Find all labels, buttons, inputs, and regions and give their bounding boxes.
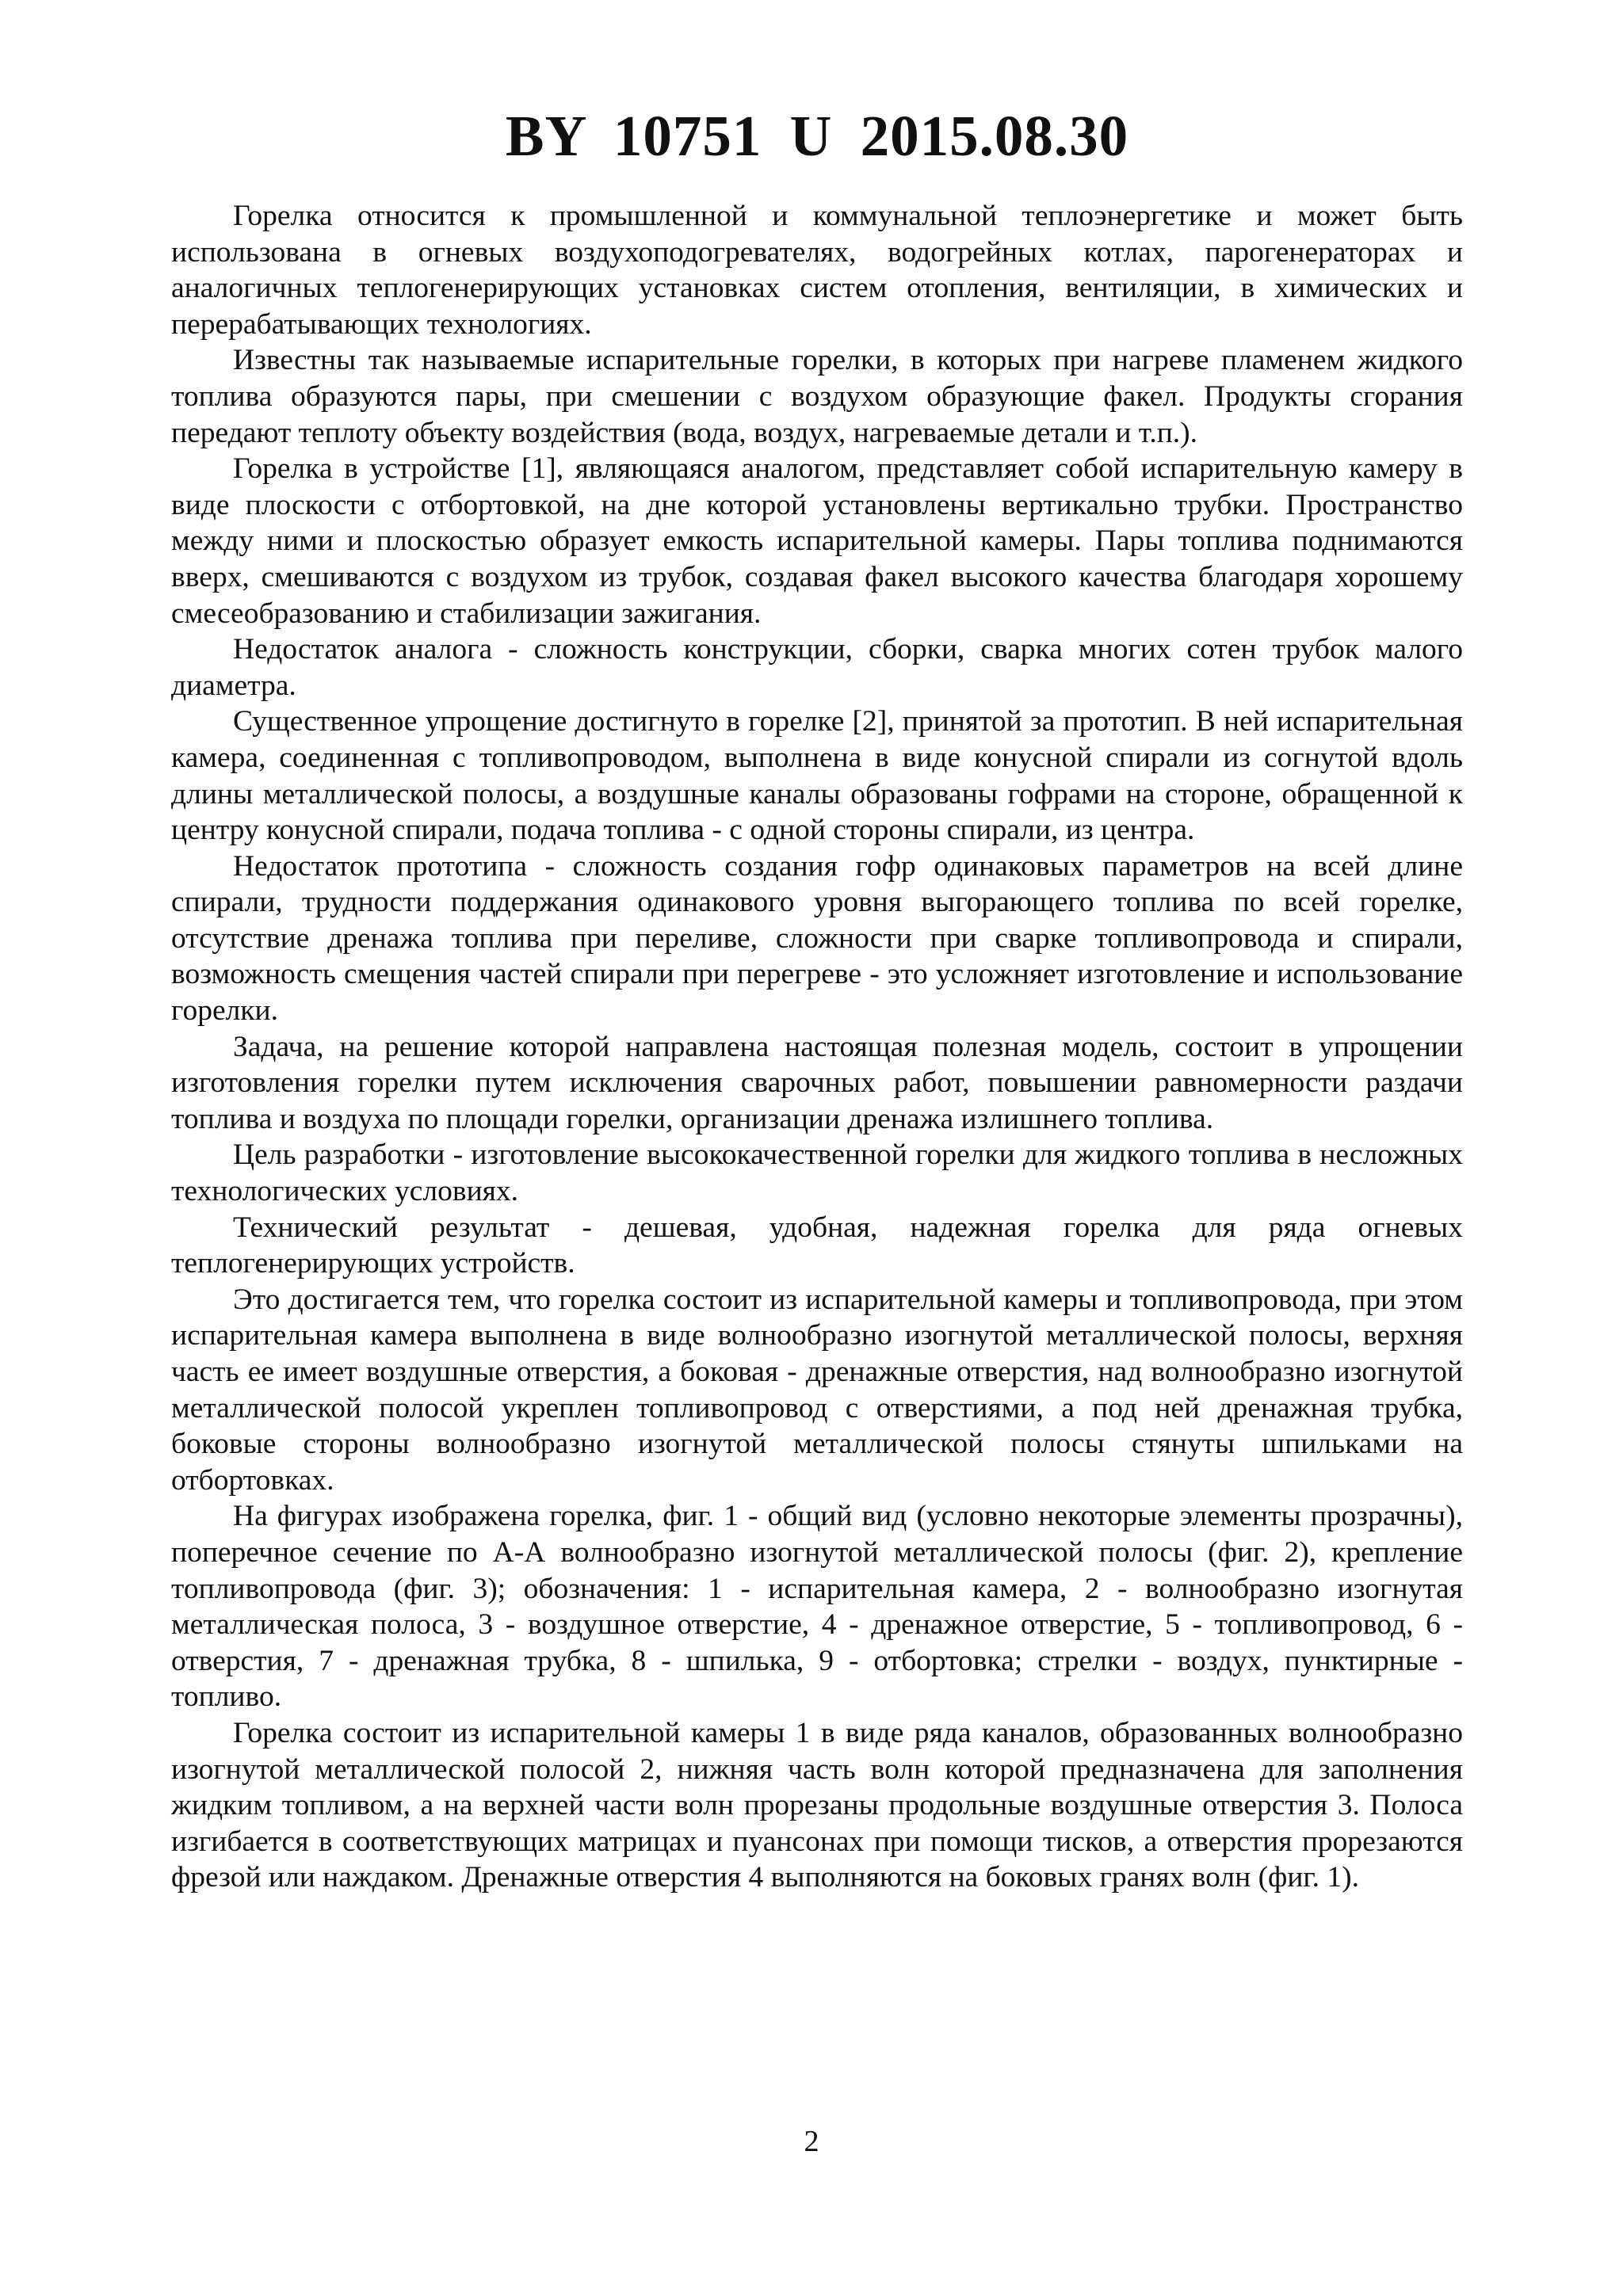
paragraph-12: Горелка состоит из испарительной камеры 1 в виде ряда каналов, образованных волнообразно изогнутой металлической полосой 2, нижняя часть волн которой предназначена для заполнения жидким топливом, а на верхней части волн прорезаны продольные воздушные отверстия 3. Полоса изгибается в соответствующих матрицах и пуансонах при помощи тисков, а отверстия прорезаются фрезой или наждаком. Дренажные отверстия 4 выполняются на боковых гранях волн (фиг. 1). <box>171 1716 1463 1894</box>
paragraph-7: Задача, на решение которой направлена настоящая полезная модель, состоит в упрощении изготовления горелки путем исключения сварочных работ, повышении равномерности раздачи топлива и воздуха по площади горелки, организации дренажа излишнего топлива. <box>171 1030 1463 1135</box>
paragraph-11: На фигурах изображена горелка, фиг. 1 - общий вид (условно некоторые элементы прозрачны), поперечное сечение по А-А волнообразно изогнутой металлической полосы (фиг. 2), крепление топливопровода (фиг. 3); обозначения: 1 - испарительная камера, 2 - волнообразно изогнутая металлическая полоса, 3 - воздушное отверстие, 4 - дренажное отверстие, 5 - топливопровод, 6 - отверстия, 7 - дренажная трубка, 8 - шпилька, 9 - отбортовка; стрелки - воздух, пунктирные - топливо. <box>171 1500 1463 1714</box>
paragraph-6: Недостаток прототипа - сложность создания гофр одинаковых параметров на всей длине спирали, трудности поддержания одинакового уровня выгорающего топлива по всей горелке, отсутствие дренажа топлива при переливе, сложности при сварке топливопровода и спирали, возможность смещения частей спирали при перегреве - это усложняет изготовление и использование горелки. <box>171 849 1463 1028</box>
paragraph-10: Это достигается тем, что горелка состоит из испарительной камеры и топливопровода, при этом испарительная камера выполнена в виде волнообразно изогнутой металлической полосы, верхняя часть ее имеет воздушные отверстия, а боковая - дренажные отверстия, над волнообразно изогнутой металлической полосой укреплен топливопровод с отверстиями, а под ней дренажная трубка, боковые стороны волнообразно изогнутой металлической полосы стянуты шпильками на отбортовках. <box>171 1283 1463 1497</box>
paragraph-1: Горелка относится к промышленной и коммунальной теплоэнергетике и может быть использована в огневых воздухоподогревателях, водогрейных котлах, парогенераторах и аналогичных теплогенерирующих установках систем отопления, вентиляции, в химических и перерабатывающих технологиях. <box>171 200 1463 341</box>
paragraph-9: Технический результат - дешевая, удобная, надежная горелка для ряда огневых теплогенерирующих устройств. <box>171 1211 1463 1280</box>
paragraph-4: Недостаток аналога - сложность конструкции, сборки, сварка многих сотен трубок малого диаметра. <box>171 633 1463 702</box>
page-number: 2 <box>804 2125 819 2158</box>
paragraph-8: Цель разработки - изготовление высококачественной горелки для жидкого топлива в несложных технологических условиях. <box>171 1138 1463 1208</box>
document-header: BY 10751 U 2015.08.30 <box>505 104 1129 168</box>
document-body <box>171 198 1463 1896</box>
paragraph-5: Существенное упрощение достигнуто в горелке [2], принятой за прототип. В ней испарительная камера, соединенная с топливопроводом, выполнена в виде конусной спирали из согнутой вдоль длины металлической полосы, а воздушные каналы образованы гофрами на стороне, обращенной к центру конусной спирали, подача топлива - с одной стороны спирали, из центра. <box>171 705 1463 847</box>
paragraph-2: Известны так называемые испарительные горелки, в которых при нагреве пламенем жидкого топлива образуются пары, при смешении с воздухом образующие факел. Продукты сгорания передают теплоту объекту воздействия (вода, воздух, нагреваемые детали и т.п.). <box>171 344 1463 449</box>
paragraph-3: Горелка в устройстве [1], являющаяся аналогом, представляет собой испарительную камеру в виде плоскости с отбортовкой, на дне которой установлены вертикально трубки. Пространство между ними и плоскостью образует емкость испарительной камеры. Пары топлива поднимаются вверх, смешиваются с воздухом из трубок, создавая факел высокого качества благодаря хорошему смесеобразованию и стабилизации зажигания. <box>171 452 1463 630</box>
